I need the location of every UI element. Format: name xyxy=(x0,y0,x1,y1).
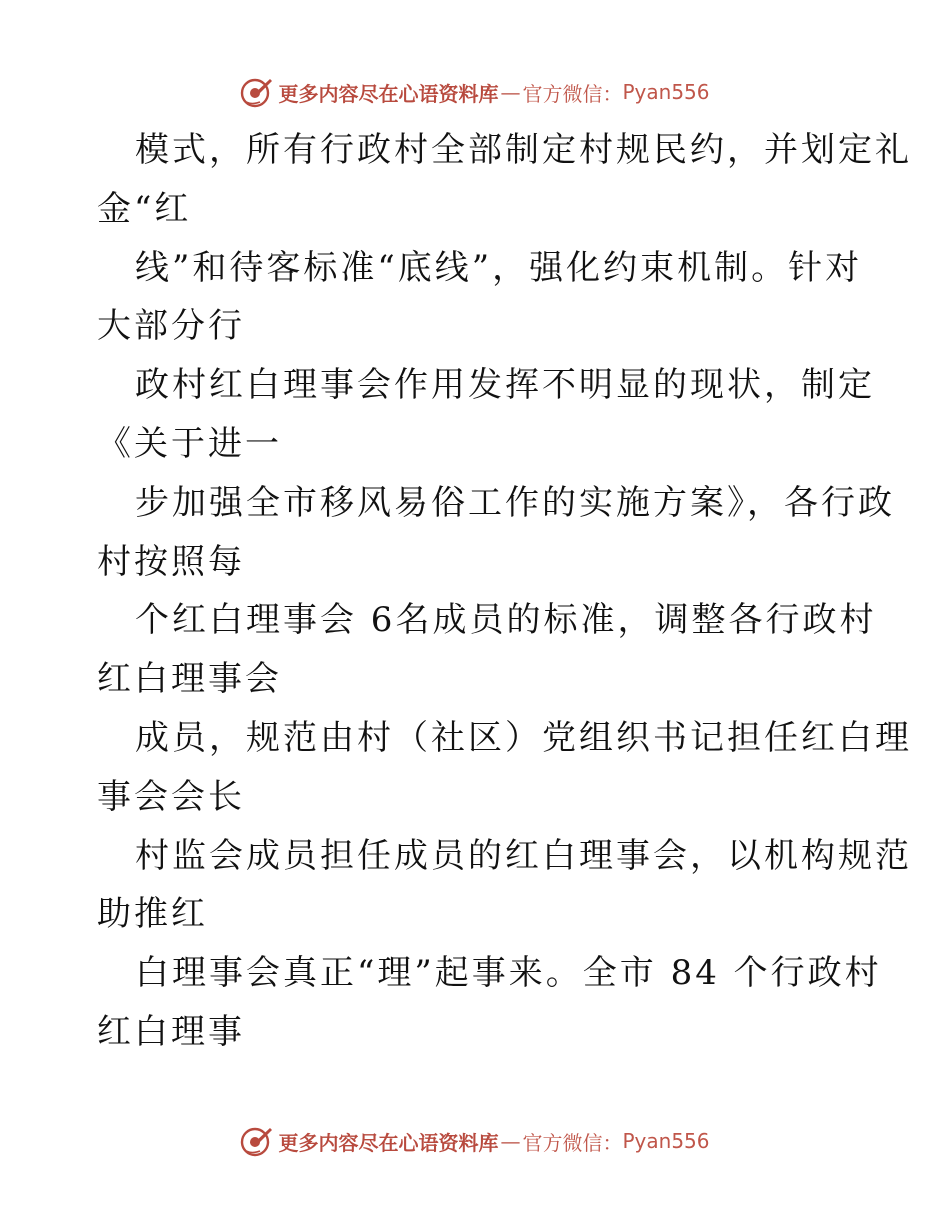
banner-separator: — xyxy=(500,80,521,104)
pen-logo-icon xyxy=(240,75,274,109)
banner-title: 更多内容尽在心语资料库 xyxy=(278,1130,499,1155)
text-line: 成员，规范由村（社区）党组织书记担任红白理 xyxy=(135,717,912,758)
pen-logo-icon xyxy=(240,1124,274,1158)
banner-wechat-id: Pyan556 xyxy=(622,80,710,104)
text-line: 村按照每 xyxy=(97,541,245,582)
banner-title: 更多内容尽在心语资料库 xyxy=(278,81,499,106)
text-line: 《关于进一 xyxy=(97,423,282,464)
text-line: 线”和待客标准“底线”，强化约束机制。针对 xyxy=(135,247,863,288)
banner-wechat-label: 官方微信： xyxy=(522,81,623,106)
text-line: 步加强全市移风易俗工作的实施方案》，各行政 xyxy=(135,482,895,523)
text-line: 大部分行 xyxy=(97,306,245,347)
footer-banner xyxy=(0,1121,950,1161)
text-line: 金“红 xyxy=(97,188,192,229)
header-banner xyxy=(0,72,950,112)
text-line: 个红白理事会 6名成员的标准，调整各行政村 xyxy=(135,600,877,641)
banner-wechat-label: 官方微信： xyxy=(522,1130,623,1155)
text-line: 白理事会真正“理”起事来。全市 84 个行政村 xyxy=(135,953,882,994)
text-line: 事会会长 xyxy=(97,776,245,817)
banner-separator: — xyxy=(500,1129,521,1153)
text-line: 政村红白理事会作用发挥不明显的现状，制定 xyxy=(135,365,875,406)
text-line: 助推红 xyxy=(97,894,208,935)
banner-wechat-id: Pyan556 xyxy=(622,1129,710,1153)
text-line: 模式，所有行政村全部制定村规民约，并划定礼 xyxy=(135,130,912,170)
text-line: 村监会成员担任成员的红白理事会，以机构规范 xyxy=(135,835,912,876)
text-line: 红白理事 xyxy=(97,1011,245,1052)
text-line: 红白理事会 xyxy=(97,659,282,700)
document-body xyxy=(97,121,912,1062)
